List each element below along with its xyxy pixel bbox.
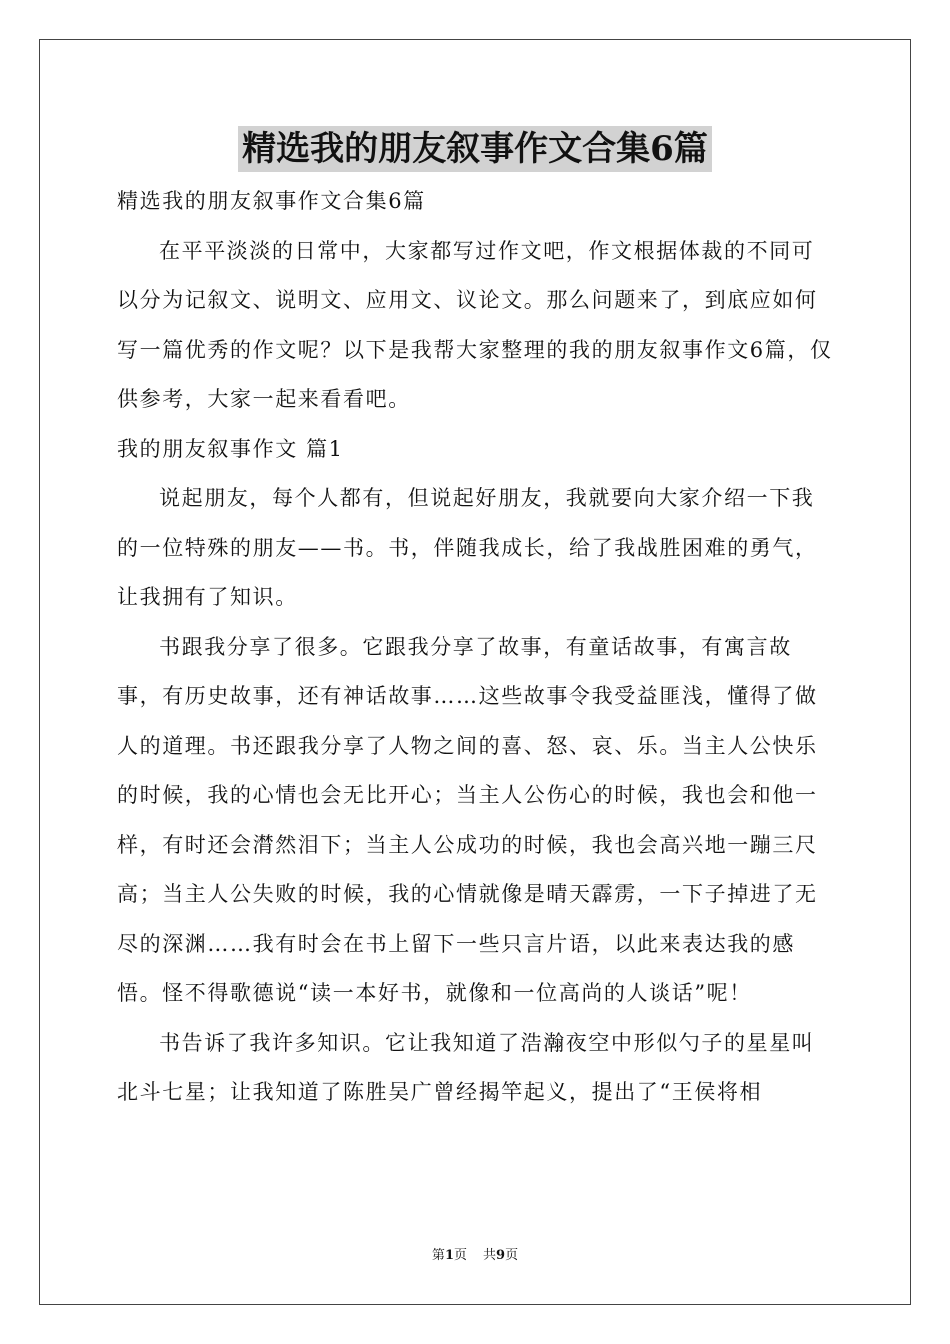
document-title: 精选我的朋友叙事作文合集6篇 — [238, 126, 712, 172]
total-prefix: 共 — [483, 1248, 497, 1263]
body-paragraph: 说起朋友，每个人都有，但说起好朋友，我就要向大家介绍一下我的一位特殊的朋友——书。书，伴随我成长，给了我战胜困难的勇气，让我拥有了知识。 — [117, 486, 818, 609]
total-page-number: 9 — [496, 1248, 506, 1263]
document-subtitle: 精选我的朋友叙事作文合集6篇 — [117, 189, 426, 213]
title-container — [0, 126, 950, 172]
page-unit: 页 — [453, 1248, 467, 1263]
section-heading: 我的朋友叙事作文 篇1 — [117, 436, 344, 461]
document-body — [117, 177, 833, 1118]
body-paragraph: 书跟我分享了很多。它跟我分享了故事，有童话故事，有寓言故事，有历史故事，还有神话故事……这些故事令我受益匪浅，懂得了做人的道理。书还跟我分享了人物之间的喜、怒、哀、乐。当主人公快乐的时候，我的心情也会无比开心；当主人公伤心的时候，我也会和他一样，有时还会潸然泪下；当主人公成功的时候，我也会高兴地一蹦三尺高；当主人公失败的时候，我的心情就像是晴天霹雳，一下子掉进了无尽的深渊……我有时会在书上留下一些只言片语，以此来表达我的感悟。怪不得歌德说“读一本好书，就像和一位高尚的人谈话”呢！ — [117, 634, 818, 1005]
current-page-number: 1 — [444, 1248, 454, 1263]
page-footer — [0, 1246, 950, 1266]
total-unit: 页 — [505, 1248, 519, 1263]
intro-paragraph: 在平平淡淡的日常中，大家都写过作文吧，作文根据体裁的不同可以分为记叙文、说明文、应用文、议论文。那么问题来了，到底应如何写一篇优秀的作文呢？以下是我帮大家整理的我的朋友叙事作文6篇，仅供参考，大家一起来看看吧。 — [117, 238, 833, 411]
body-paragraph: 书告诉了我许多知识。它让我知道了浩瀚夜空中形似勺子的星星叫北斗七星；让我知道了陈胜吴广曾经揭竿起义，提出了“王侯将相 — [117, 1030, 815, 1104]
page-prefix: 第 — [431, 1248, 445, 1263]
